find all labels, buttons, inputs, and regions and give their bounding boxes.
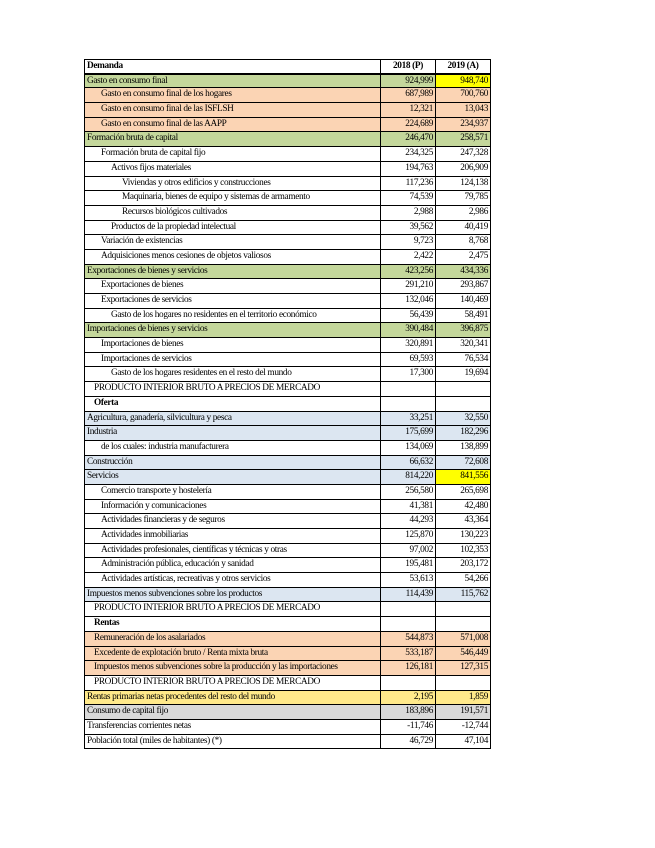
table-row [84, 676, 491, 691]
value-2018: 33,251 [381, 412, 436, 426]
value-2019: 948,740 [436, 75, 491, 88]
row-label: Comercio transporte y hostelería [84, 485, 381, 499]
table-row [84, 617, 491, 632]
value-2019: 396,875 [436, 323, 491, 337]
table-row [84, 338, 491, 353]
row-label: Consumo de capital fijo [84, 705, 381, 719]
row-label: Formación bruta de capital [84, 132, 381, 146]
value-2018: 39,562 [381, 221, 436, 235]
value-2018: 320,891 [381, 338, 436, 352]
row-label: Actividades profesionales, científicas y técnicas y otras [84, 544, 381, 558]
value-2019: 182,296 [436, 426, 491, 440]
value-2019: 191,571 [436, 705, 491, 719]
value-2019: 841,556 [436, 470, 491, 484]
table-row [84, 500, 491, 515]
value-2019: 32,550 [436, 412, 491, 426]
row-label: Construcción [84, 456, 381, 470]
row-label: Exportaciones de bienes y servicios [84, 265, 381, 279]
table-body [84, 74, 491, 750]
value-2018: 56,439 [381, 309, 436, 323]
value-2019: 76,534 [436, 353, 491, 367]
table-row [84, 177, 491, 192]
row-label: Gasto en consumo final de las AAPP [84, 118, 381, 132]
value-2018: 256,580 [381, 485, 436, 499]
value-2019: 124,138 [436, 177, 491, 191]
header-label: Demanda [84, 60, 381, 73]
value-2018: 224,689 [381, 118, 436, 132]
table-row [84, 265, 491, 280]
value-2018: 423,256 [381, 265, 436, 279]
row-label: Productos de la propiedad intelectual [84, 221, 381, 235]
table-row [84, 191, 491, 206]
value-2018: 390,484 [381, 323, 436, 337]
value-2019: 258,571 [436, 132, 491, 146]
value-2019: 140,469 [436, 294, 491, 308]
table-row [84, 353, 491, 368]
table-row [84, 544, 491, 559]
value-2018: 53,613 [381, 573, 436, 587]
row-label: Maquinaria, bienes de equipo y sistemas de armamento [84, 191, 381, 205]
value-2018: 687,989 [381, 88, 436, 102]
table-row [84, 250, 491, 265]
header-2019: 2019 (A) [436, 60, 491, 73]
table-header-row [84, 59, 491, 74]
table-row [84, 367, 491, 382]
value-2019: 127,315 [436, 661, 491, 675]
table-row [84, 118, 491, 133]
value-2019 [436, 617, 491, 631]
value-2018: 12,321 [381, 103, 436, 117]
value-2019: 8,768 [436, 235, 491, 249]
row-label: Actividades artísticas, recreativas y otros servicios [84, 573, 381, 587]
row-label: Adquisiciones menos cesiones de objetos valiosos [84, 250, 381, 264]
value-2018 [381, 382, 436, 396]
value-2019: 72,608 [436, 456, 491, 470]
value-2018 [381, 676, 436, 690]
row-label: PRODUCTO INTERIOR BRUTO A PRECIOS DE MERCADO [84, 602, 381, 616]
row-label: de los cuales: industria manufacturera [84, 441, 381, 455]
table-row [84, 235, 491, 250]
table-row [84, 132, 491, 147]
table-row [84, 221, 491, 236]
value-2018: 44,293 [381, 514, 436, 528]
row-label: Gasto en consumo final de los hogares [84, 88, 381, 102]
value-2018: 114,439 [381, 588, 436, 602]
table-row [84, 88, 491, 103]
value-2019 [436, 676, 491, 690]
value-2019: 206,909 [436, 162, 491, 176]
spreadsheet-table [84, 59, 491, 749]
value-2019: 54,266 [436, 573, 491, 587]
row-label: Exportaciones de servicios [84, 294, 381, 308]
value-2018: 41,381 [381, 500, 436, 514]
row-label: Importaciones de bienes y servicios [84, 323, 381, 337]
value-2018: 134,069 [381, 441, 436, 455]
row-label: Gasto en consumo final [84, 75, 381, 88]
value-2018 [381, 602, 436, 616]
value-2019: 434,336 [436, 265, 491, 279]
row-label: Agricultura, ganadería, silvicultura y pesca [84, 412, 381, 426]
table-row [84, 309, 491, 324]
row-label: Gasto de los hogares no residentes en el territorio económico [84, 309, 381, 323]
row-label: Impuestos menos subvenciones sobre los productos [84, 588, 381, 602]
value-2018: 66,632 [381, 456, 436, 470]
value-2019: 19,694 [436, 367, 491, 381]
table-row [84, 323, 491, 338]
row-label: Variación de existencias [84, 235, 381, 249]
value-2018: 533,187 [381, 647, 436, 661]
table-row [84, 485, 491, 500]
value-2018: 195,481 [381, 558, 436, 572]
row-label: Industria [84, 426, 381, 440]
value-2019: 43,364 [436, 514, 491, 528]
table-row [84, 441, 491, 456]
table-row [84, 294, 491, 309]
value-2018: 194,763 [381, 162, 436, 176]
table-row [84, 412, 491, 427]
value-2019: 58,491 [436, 309, 491, 323]
value-2018: 2,988 [381, 206, 436, 220]
table-row [84, 558, 491, 573]
table-row [84, 470, 491, 485]
value-2019 [436, 602, 491, 616]
table-row [84, 103, 491, 118]
value-2018: 234,325 [381, 147, 436, 161]
value-2019: 265,698 [436, 485, 491, 499]
value-2018: 126,181 [381, 661, 436, 675]
row-label: Rentas primarias netas procedentes del resto del mundo [84, 691, 381, 705]
table-row [84, 162, 491, 177]
row-label: Excedente de explotación bruto / Renta mixta bruta [84, 647, 381, 661]
value-2019: 40,419 [436, 221, 491, 235]
row-label: PRODUCTO INTERIOR BRUTO A PRECIOS DE MERCADO [84, 676, 381, 690]
table-row [84, 691, 491, 706]
value-2018: 924,999 [381, 75, 436, 88]
value-2019: 234,937 [436, 118, 491, 132]
value-2019: 79,785 [436, 191, 491, 205]
row-label: Oferta [84, 397, 381, 411]
value-2019: 2,986 [436, 206, 491, 220]
row-label: Actividades financieras y de seguros [84, 514, 381, 528]
row-label: Exportaciones de bienes [84, 279, 381, 293]
value-2019 [436, 397, 491, 411]
value-2019: 130,223 [436, 529, 491, 543]
row-label: Formación bruta de capital fijo [84, 147, 381, 161]
value-2018: 97,002 [381, 544, 436, 558]
row-label: Transferencias corrientes netas [84, 720, 381, 734]
value-2019: -12,744 [436, 720, 491, 734]
value-2018: 544,873 [381, 632, 436, 646]
row-label: Servicios [84, 470, 381, 484]
table-row [84, 456, 491, 471]
value-2018: 9,723 [381, 235, 436, 249]
value-2018: 175,699 [381, 426, 436, 440]
value-2018: 46,729 [381, 735, 436, 749]
table-row [84, 588, 491, 603]
table-row [84, 74, 491, 89]
value-2018 [381, 397, 436, 411]
row-label: Recursos biológicos cultivados [84, 206, 381, 220]
value-2018: 2,422 [381, 250, 436, 264]
value-2019: 247,328 [436, 147, 491, 161]
table-row [84, 529, 491, 544]
header-2018: 2018 (P) [381, 60, 436, 73]
value-2019: 47,104 [436, 735, 491, 749]
value-2018 [381, 617, 436, 631]
value-2018: -11,746 [381, 720, 436, 734]
value-2018: 117,236 [381, 177, 436, 191]
value-2018: 125,870 [381, 529, 436, 543]
row-label: Impuestos menos subvenciones sobre la producción y las importaciones [84, 661, 381, 675]
value-2019: 42,480 [436, 500, 491, 514]
table-row [84, 397, 491, 412]
row-label: Activos fijos materiales [84, 162, 381, 176]
row-label: Importaciones de bienes [84, 338, 381, 352]
row-label: Información y comunicaciones [84, 500, 381, 514]
table-row [84, 661, 491, 676]
value-2018: 132,046 [381, 294, 436, 308]
row-label: Viviendas y otros edificios y construcciones [84, 177, 381, 191]
value-2019: 320,341 [436, 338, 491, 352]
value-2018: 183,896 [381, 705, 436, 719]
value-2019: 13,043 [436, 103, 491, 117]
table-row [84, 602, 491, 617]
value-2019: 700,760 [436, 88, 491, 102]
value-2018: 291,210 [381, 279, 436, 293]
table-row [84, 705, 491, 720]
table-row [84, 632, 491, 647]
table-row [84, 647, 491, 662]
value-2018: 814,220 [381, 470, 436, 484]
row-label: Gasto de los hogares residentes en el resto del mundo [84, 367, 381, 381]
table-row [84, 720, 491, 735]
value-2018: 74,539 [381, 191, 436, 205]
value-2018: 2,195 [381, 691, 436, 705]
value-2018: 17,300 [381, 367, 436, 381]
value-2019: 2,475 [436, 250, 491, 264]
row-label: Gasto en consumo final de las ISFLSH [84, 103, 381, 117]
row-label: Rentas [84, 617, 381, 631]
value-2018: 246,470 [381, 132, 436, 146]
value-2019: 115,762 [436, 588, 491, 602]
row-label: PRODUCTO INTERIOR BRUTO A PRECIOS DE MERCADO [84, 382, 381, 396]
row-label: Administración pública, educación y sanidad [84, 558, 381, 572]
value-2019: 571,008 [436, 632, 491, 646]
table-row [84, 279, 491, 294]
row-label: Población total (miles de habitantes) (*) [84, 735, 381, 749]
value-2019: 546,449 [436, 647, 491, 661]
value-2018: 69,593 [381, 353, 436, 367]
table-row [84, 382, 491, 397]
table-row [84, 206, 491, 221]
value-2019 [436, 382, 491, 396]
table-row [84, 147, 491, 162]
table-row [84, 735, 491, 750]
table-row [84, 426, 491, 441]
value-2019: 203,172 [436, 558, 491, 572]
row-label: Actividades inmobiliarias [84, 529, 381, 543]
value-2019: 1,859 [436, 691, 491, 705]
value-2019: 102,353 [436, 544, 491, 558]
table-row [84, 514, 491, 529]
row-label: Remuneración de los asalariados [84, 632, 381, 646]
value-2019: 138,899 [436, 441, 491, 455]
value-2019: 293,867 [436, 279, 491, 293]
table-row [84, 573, 491, 588]
row-label: Importaciones de servicios [84, 353, 381, 367]
